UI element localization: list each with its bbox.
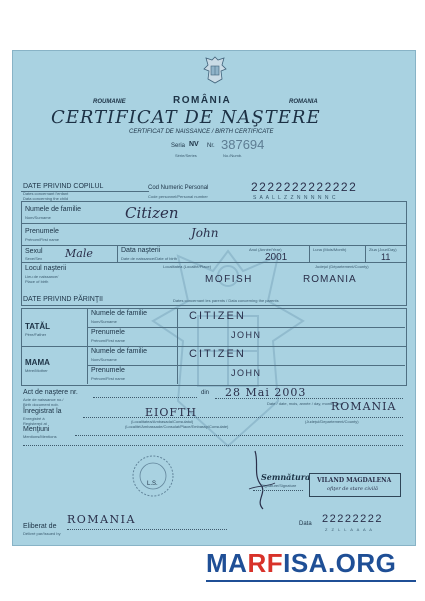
child-surname-value: Citizen [125,204,179,222]
mother-label: MAMA [25,358,50,367]
act-date: 28 Mai 2003 [225,386,307,399]
locality-sub: Localitatea (Localité/Place) [163,264,212,269]
mother-firstname-sub: Prénom/First name [91,376,126,381]
din-label: din [201,390,210,396]
father-surname-sub: Nom/Surname [91,319,117,324]
registered-country: ROMANIA [331,400,397,413]
place-sub: (Localitatea/Ambasada/Consulatul) [131,419,194,424]
cnp-sub: Code personnel/Personal number [148,194,208,199]
mother-firstname-label: Prenumele [91,367,125,374]
father-firstname-value: JOHN [231,330,262,340]
act-date-sub: Date / date, mois, année / day, month, year [267,401,344,406]
parents-section-sub: Dates concernant les parents / Data concerning the parents [173,298,279,303]
pob-sub2: Place of birth [25,279,49,284]
child-section-sub2: Data concerning the child [23,196,69,201]
seal-icon [131,454,175,498]
pob-label: Locul naşterii [25,265,67,272]
father-sub: Père/Father [25,332,47,337]
child-surname-label: Numele de familie [25,206,82,213]
birth-certificate [12,50,416,546]
registered-place: EIOFTH [145,406,197,419]
signature-label: Semnătura [261,472,311,482]
locality-value: MOFISH [205,274,253,285]
issue-date-letters: Z Z L L A A A A [325,527,374,532]
county-value: ROMANIA [303,274,357,285]
child-section-sub1: Dates concernant l'enfant [23,191,69,196]
act-label: Act de naştere nr. [23,389,78,396]
sex-label: Sexul [25,248,43,255]
stamp-name: VILAND MAGDALENA [317,477,392,484]
seria-value: NV [189,141,199,148]
cnp-value: 2222222222222 [251,180,358,194]
parents-section-title: DATE PRIVIND PĂRINŢII [23,296,103,303]
child-firstname-sub: Prénom/First name [25,237,60,242]
center-country-label: ROMÂNIA [173,95,232,106]
left-country-label: ROUMANIE [93,99,126,105]
father-firstname-sub: Prénom/First name [91,338,126,343]
issue-date-label: Data [299,521,312,527]
right-country-label: ROMANIA [289,99,318,105]
ls-label: L.S. [147,481,158,487]
signature-sub: Signature/Signature [261,483,297,488]
issued-sub: Délivré par/Issued by [23,531,61,536]
mother-sub: Mère/Mother [25,368,48,373]
stamp-role: ofiţer de stare civilă [327,486,378,492]
seria-sub: Série/Series [175,153,197,158]
father-surname-value: CITIZEN [189,310,246,322]
sex-value: Male [65,247,93,260]
mother-surname-label: Numele de familie [91,348,148,355]
brand-logo: MARFISA.ORG [206,548,397,578]
child-firstname-label: Prenumele [25,228,59,235]
place-sub2: (Localité/Ambassade/Consulat/Place/Embassy/Consulate) [125,424,229,429]
mother-firstname-value: JOHN [231,368,262,378]
brand-underline [206,580,416,582]
act-sub2: Birth document nob. [23,402,59,407]
year-value: 2001 [265,252,288,263]
day-sub: Ziua (Jour/Day) [369,247,397,252]
nr-sub: No./Numb. [223,153,243,158]
mentions-label: Menţiuni [23,426,50,433]
mother-surname-sub: Nom/Surname [91,357,117,362]
child-surname-sub: Nom/Surname [25,215,51,220]
father-label: TATĂL [25,322,51,331]
cnp-letters: S A A L L Z Z N N N N N C [253,195,337,201]
issued-value: ROMANIA [67,513,136,526]
seria-label: Seria [171,143,186,149]
act-sub1: Acte de naissance no./ [23,397,64,402]
day-value: 11 [381,252,391,262]
father-surname-label: Numele de familie [91,310,148,317]
document-title: CERTIFICAT DE NAŞTERE [51,107,321,128]
registered-county-sub: (Judeţul/Departement/County) [305,419,359,424]
registered-sub2: Registered at [23,421,47,426]
registered-label: Înregistrat la [23,408,62,415]
month-sub: Luna (Mois/Month) [313,247,347,252]
dob-sub: Date de naissance/Date of birth [121,256,178,261]
mother-surname-value: CITIZEN [189,348,246,360]
cnp-label: Cod Numeric Personal [148,185,209,191]
child-section-title: DATE PRIVIND COPILUL [23,183,104,190]
mentions-sub: Mentions/Mentions [23,434,57,439]
nr-label: Nr. [207,143,215,149]
pob-sub1: Lieu de naissance/ [25,274,59,279]
child-firstname-value: John [191,226,219,240]
issued-label: Eliberat de [23,523,57,530]
father-firstname-label: Prenumele [91,329,125,336]
year-sub: Anul (Année/Year) [249,247,282,252]
county-sub: Judeţul (Département/County) [315,264,369,269]
document-subtitle: CERTIFICAT DE NAISSANCE / BIRTH CERTIFICATE [129,129,274,135]
dob-label: Data naşterii [121,247,161,254]
registered-sub1: Enregistré à [23,416,45,421]
sex-sub: Sexe/Sex [25,256,43,261]
issue-date-value: 22222222 [322,513,383,525]
serial-number: 387694 [221,137,265,152]
coat-of-arms-icon [202,55,228,85]
